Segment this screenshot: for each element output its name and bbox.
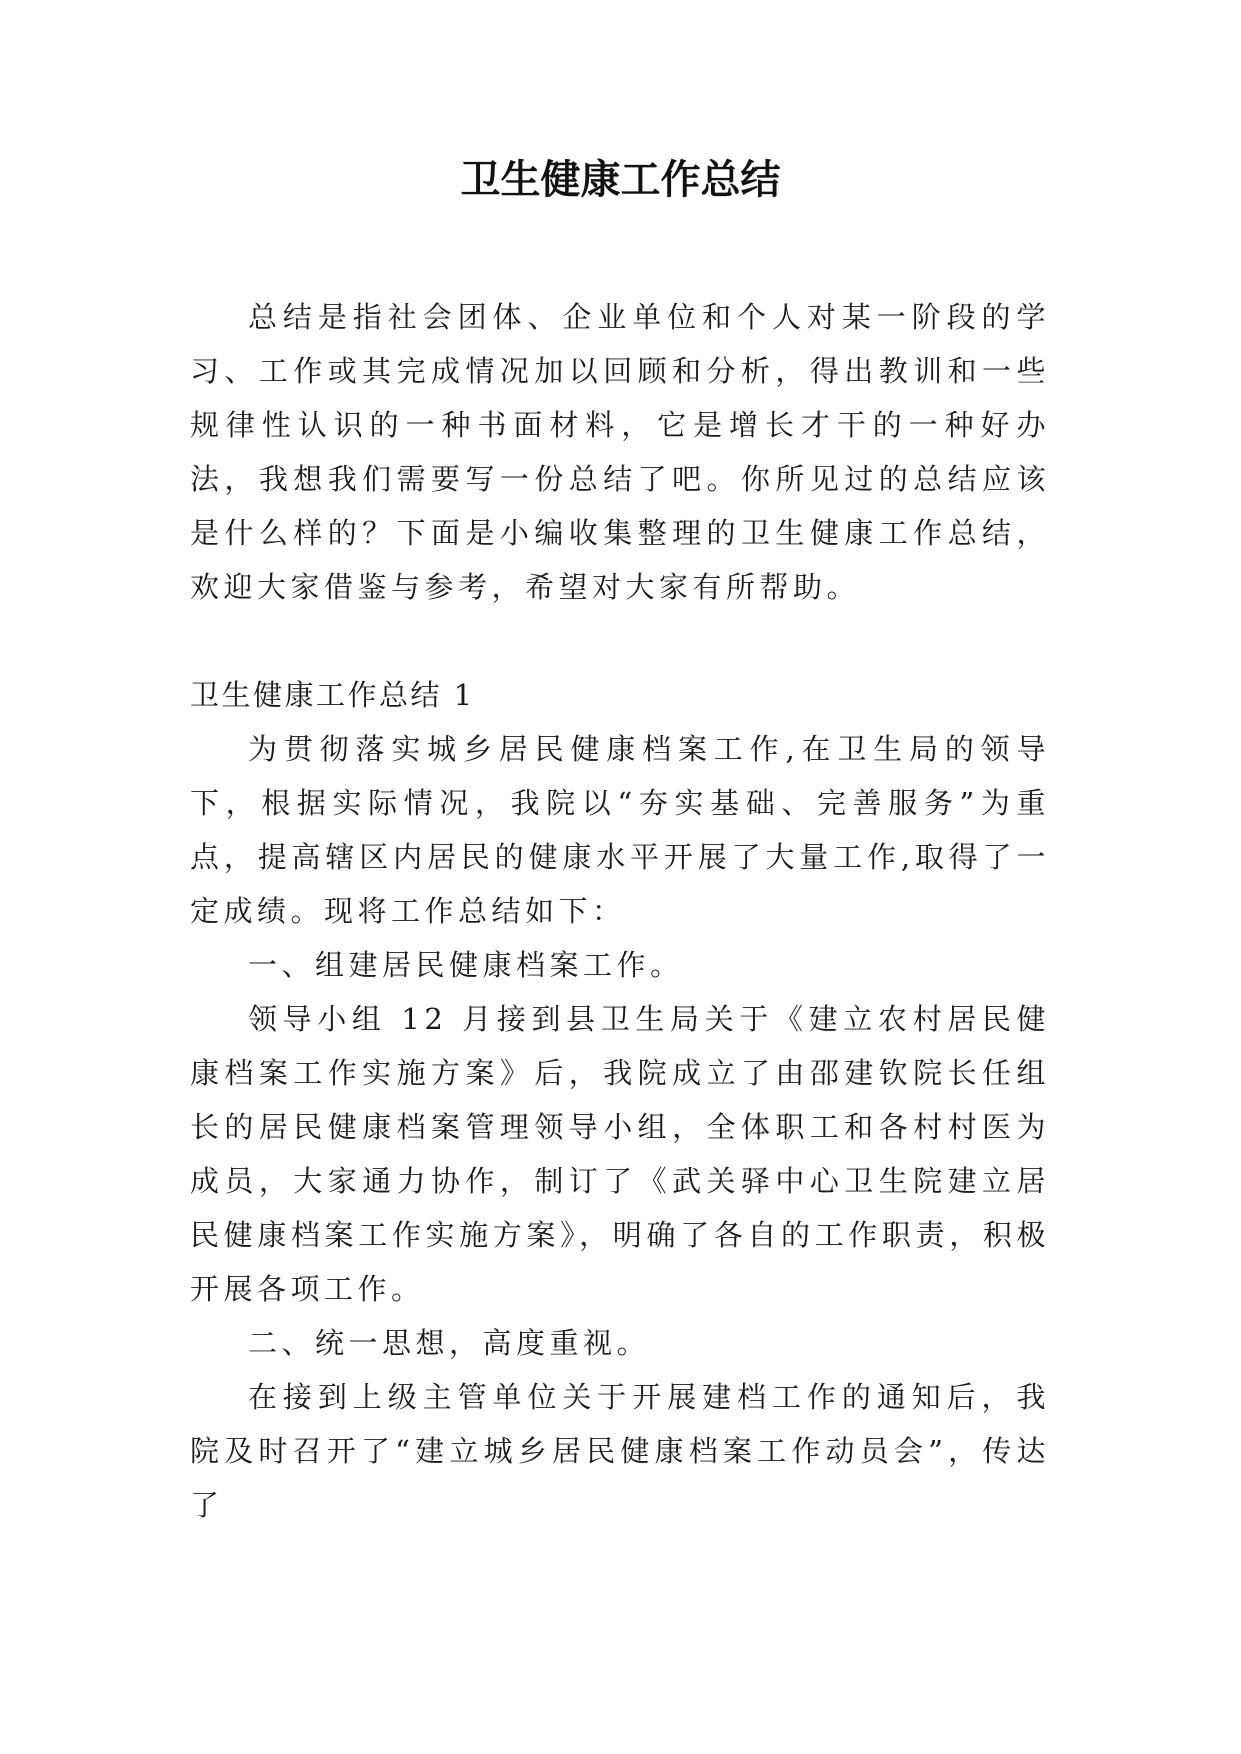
subheading-2: 二、统一思想，高度重视。 bbox=[248, 1326, 651, 1360]
document-title: 卫生健康工作总结 bbox=[460, 157, 781, 203]
subheading-1: 一、组建居民健康档案工作。 bbox=[248, 948, 684, 982]
intro-paragraph: 总结是指社会团体、企业单位和个人对某一阶段的学习、工作或其完成情况加以回顾和分析，得出教训和一些规律性认识的一种书面材料，它是增长才干的一种好办法，我想我们需要写一份总结了吧。你所见过的总结应该是什么样的？下面是小编收集整理的卫生健康工作总结，欢迎大家借鉴与参考，希望对大家有所帮助。 bbox=[190, 300, 1050, 604]
document-body bbox=[190, 290, 1050, 1532]
body-paragraph-2: 领导小组 12 月接到县卫生局关于《建立农村居民健康档案工作实施方案》后，我院成立了由邵建钦院长任组长的居民健康档案管理领导小组，全体职工和各村村医为成员，大家通力协作，制订了《武关驿中心卫生院建立居民健康档案工作实施方案》，明确了各自的工作职责，积极开展各项工作。 bbox=[190, 1002, 1050, 1306]
body-paragraph-3: 在接到上级主管单位关于开展建档工作的通知后，我院及时召开了“建立城乡居民健康档案工作动员会”，传达了 bbox=[190, 1380, 1050, 1522]
body-paragraph-1: 为贯彻落实城乡居民健康档案工作,在卫生局的领导下，根据实际情况，我院以“夯实基础、完善服务”为重点，提高辖区内居民的健康水平开展了大量工作,取得了一定成绩。现将工作总结如下： bbox=[190, 732, 1050, 928]
section-heading: 卫生健康工作总结 1 bbox=[190, 678, 475, 712]
